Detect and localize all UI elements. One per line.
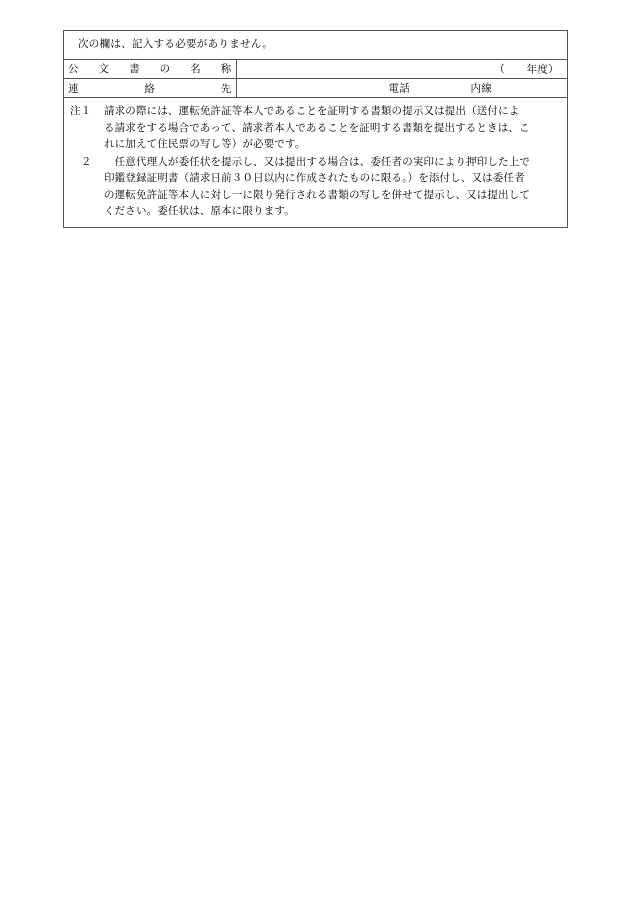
contact-label xyxy=(64,78,236,97)
note-2-line-3: の運転免許証等本人に対し一に限り発行される書類の写しを併せて提示し、又は提出して xyxy=(104,188,530,201)
notes-section xyxy=(64,97,567,227)
note-2-marker: ２ xyxy=(81,156,92,169)
form-block xyxy=(63,30,568,228)
note-1-line-3: れに加えて住民票の写し等）が必要です。 xyxy=(104,137,306,150)
note-2-line-4: ください。委任状は、原本に限ります。 xyxy=(104,204,295,217)
note-1-line-2: る請求をする場合であって、請求者本人であることを証明する書類を提出するときは、こ xyxy=(104,121,530,134)
fiscal-year-note: （ 年度） xyxy=(494,63,559,76)
extension-label: 内線 xyxy=(470,82,493,95)
note-1-marker: 注１ xyxy=(70,105,92,118)
note-2-line-1: 任意代理人が委任状を提示し、又は提出する場合は、委任者の実印により押印した上で xyxy=(104,156,530,169)
form-table xyxy=(64,59,567,98)
note-2-body xyxy=(104,154,557,219)
intro-line: 次の欄は、記入する必要がありません。 xyxy=(78,38,274,50)
document-name-label-text: 公文書の名称 xyxy=(68,63,232,76)
note-1-body xyxy=(104,103,557,152)
document-name-value[interactable] xyxy=(236,59,567,78)
document-name-label xyxy=(64,59,236,78)
note-1-line-1: 請求の際には、運転免許証等本人であることを証明する書類の提示又は提出（送付によ xyxy=(104,105,520,118)
table-row xyxy=(64,59,567,78)
contact-label-text: 連絡先 xyxy=(68,82,232,95)
note-item-2 xyxy=(70,154,557,219)
telephone-label: 電話 xyxy=(388,82,411,95)
contact-value[interactable] xyxy=(236,78,567,97)
table-row xyxy=(64,78,567,97)
contact-inner xyxy=(241,79,564,98)
note-item-1 xyxy=(70,103,557,152)
note-2-line-2: 印鑑登録証明書（請求日前３０日以内に作成されたものに限る。）を添付し、又は委任者 xyxy=(104,172,525,185)
